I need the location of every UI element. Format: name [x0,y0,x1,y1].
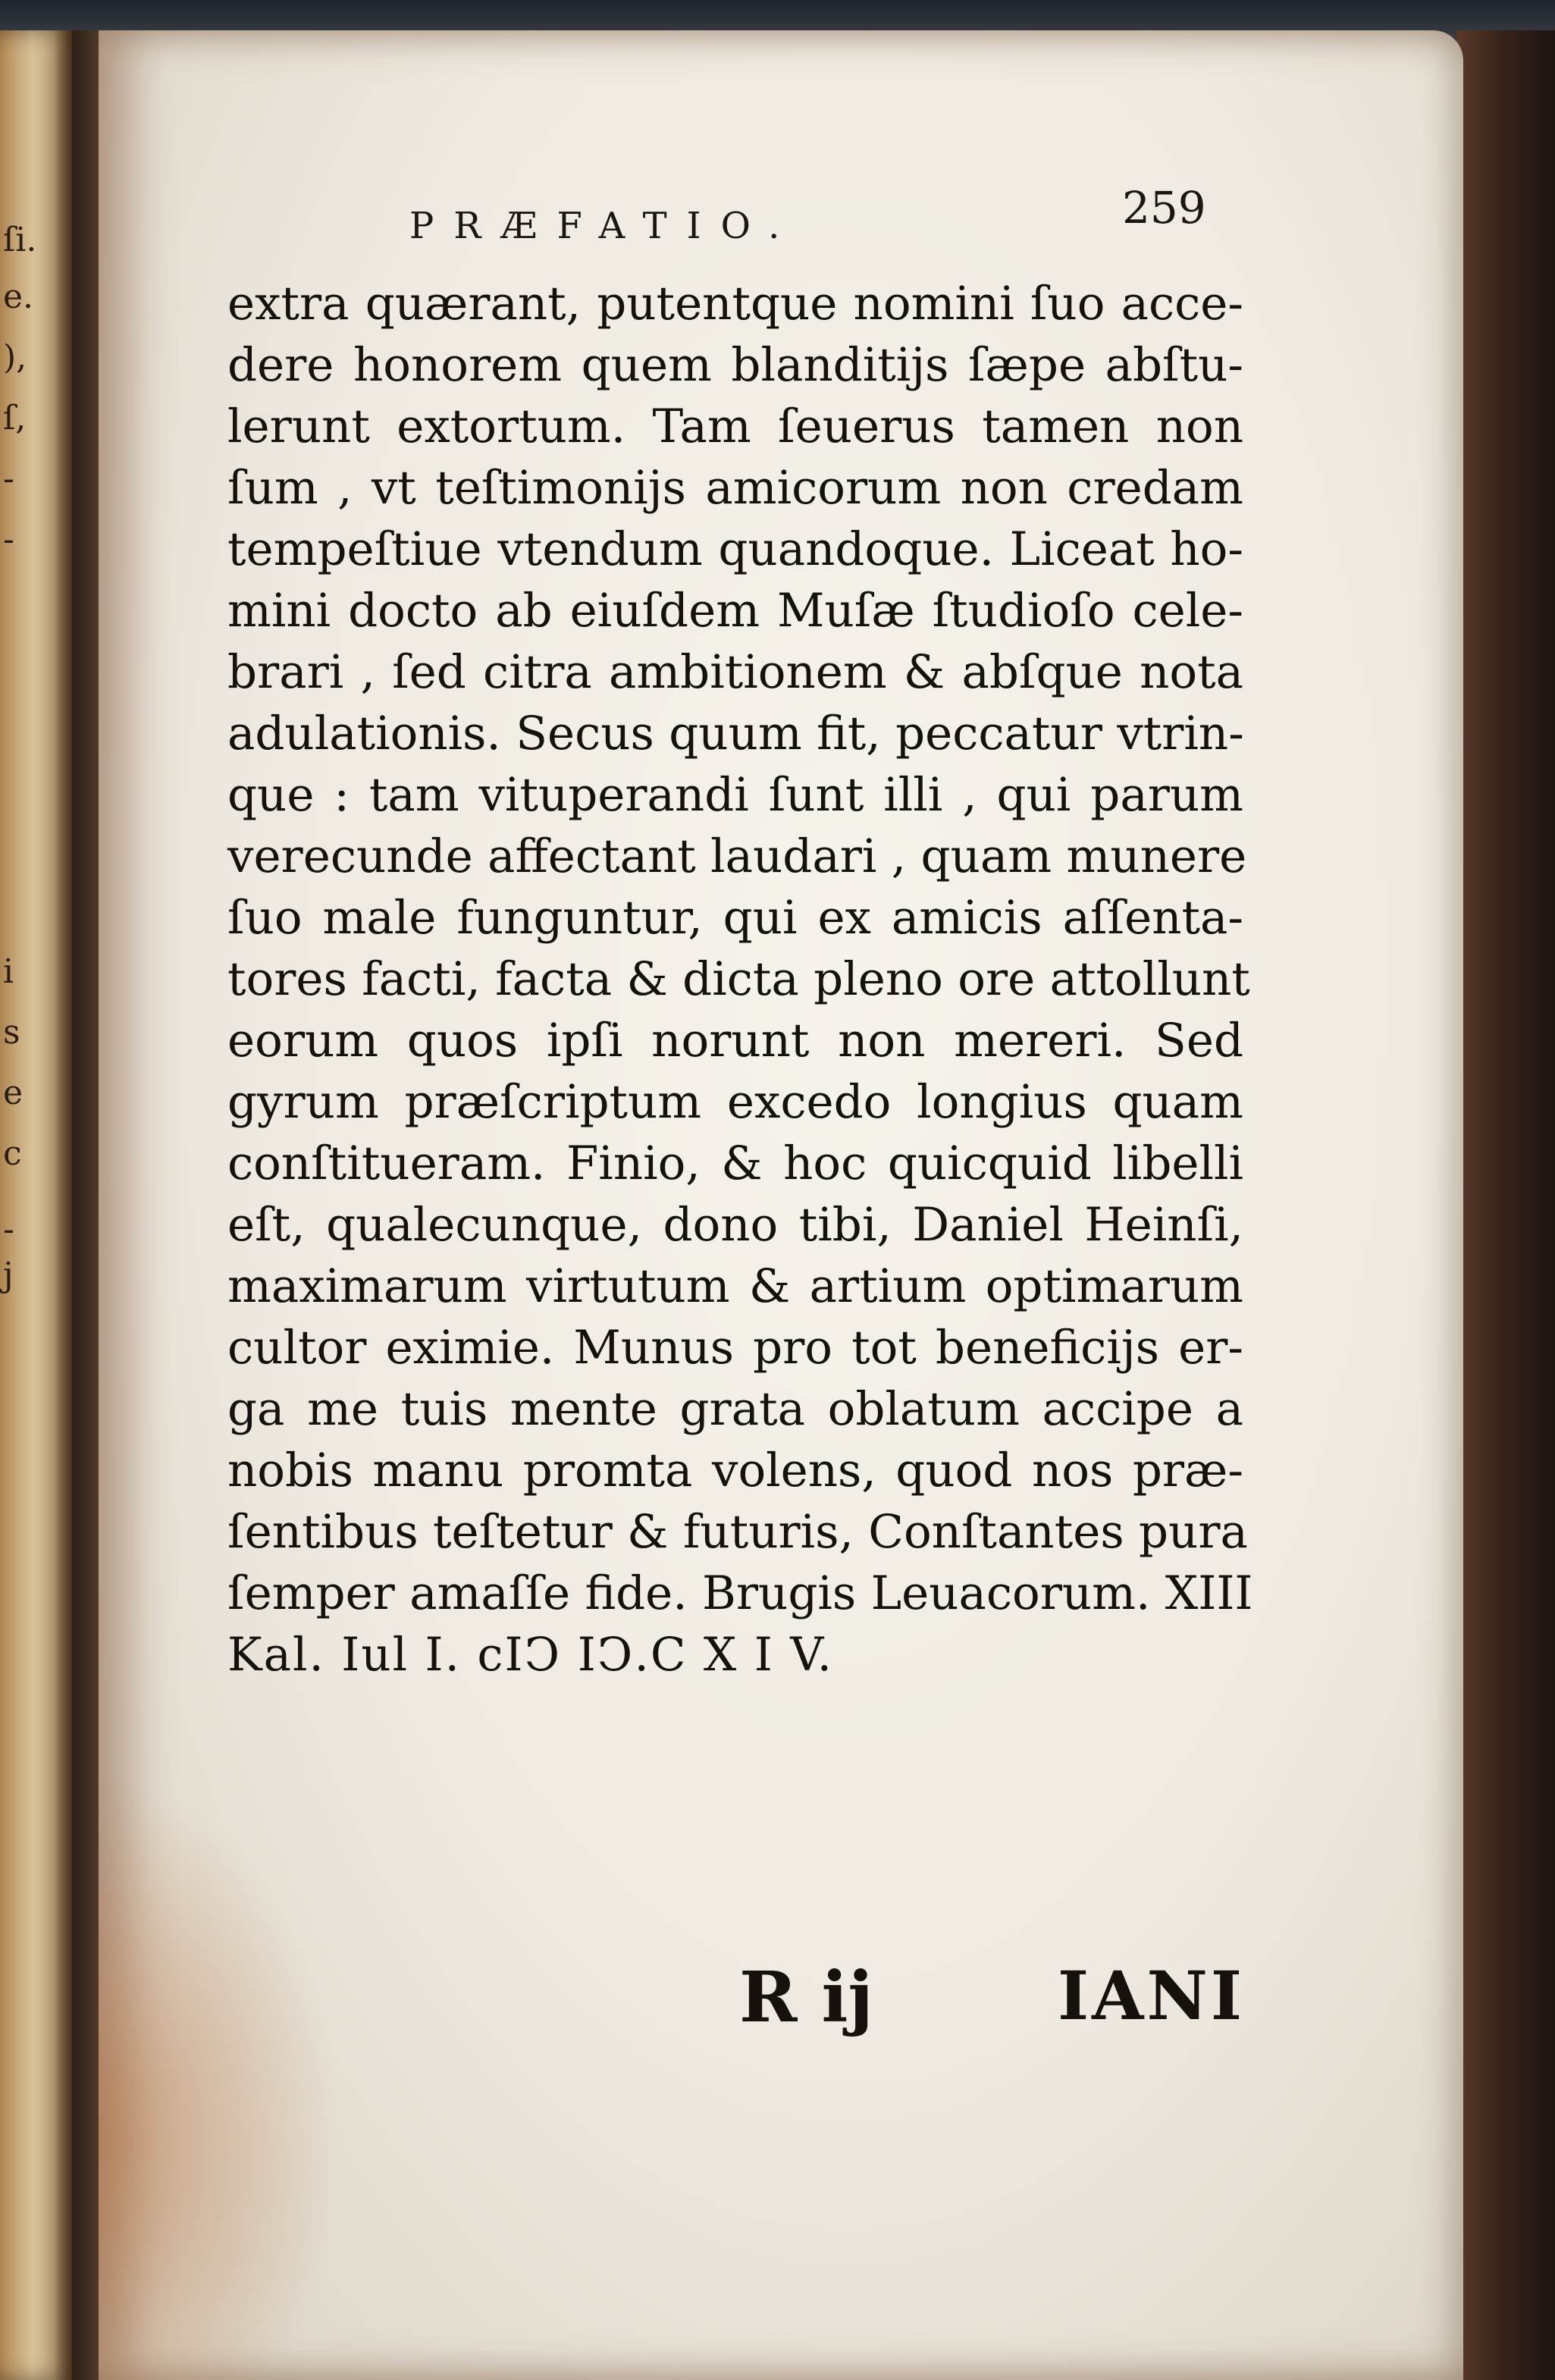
facing-fragment: e. [3,278,34,316]
text-line: nobis manu promta volens, quod nos præ- [227,1444,1243,1497]
page-number: 259 [1122,182,1206,234]
text-line: brari , ſed citra ambitionem & abſque nota [227,645,1243,699]
catchword: IANI [1058,1956,1246,2035]
body-text [227,273,1253,1685]
facing-fragment: s [3,1013,20,1052]
text-line: que : tam vituperandi ſunt illi , qui parum [227,768,1243,822]
facing-fragment: ſ, [3,399,27,437]
facing-page-edge [0,30,72,2380]
text-line: verecunde affectant laudari , quam munere [227,829,1247,883]
signature-mark: R ij [739,1956,873,2038]
facing-fragment: j [3,1256,14,1294]
text-line: cultor eximie. Munus pro tot beneficijs er- [227,1321,1243,1375]
text-line: ga me tuis mente grata oblatum accipe a [227,1382,1243,1436]
text-line: gyrum præſcriptum excedo longius quam [227,1075,1243,1129]
text-line: ſum , vt teſtimonijs amicorum non credam [227,461,1243,515]
facing-fragment: e [3,1074,24,1112]
text-line: dere honorem quem blanditijs ſæpe abſtu- [227,338,1243,392]
facing-fragment: - [3,1210,14,1249]
text-line: tempeſtiue vtendum quandoque. Liceat ho- [227,522,1243,576]
text-line: ſentibus teſtetur & futuris, Conſtantes pura [227,1505,1248,1559]
text-line: ſuo male funguntur, qui ex amicis aſſenta- [227,891,1243,945]
text-line: maximarum virtutum & artium optimarum [227,1259,1243,1313]
running-head: PRÆFATIO. [409,205,800,247]
text-line: lerunt extortum. Tam ſeuerus tamen non [227,400,1243,453]
facing-fragment: - [3,520,14,559]
text-line: conſtitueram. Finio, & hoc quicquid libelli [227,1137,1243,1190]
text-line: extra quærant, putentque nomini ſuo acce- [227,277,1243,331]
facing-fragment: ), [3,338,27,377]
book-binding-edge [1456,30,1555,2380]
facing-fragment: c [3,1134,22,1173]
page-stain [99,1774,341,2380]
facing-fragment: i [3,952,14,991]
text-line: ſemper amaſſe fide. Brugis Leuacorum. XIII [227,1566,1253,1620]
facing-fragment: - [3,459,14,498]
text-line: tores facti, facta & dicta pleno ore attollunt [227,952,1250,1006]
text-line: mini docto ab eiuſdem Muſæ ſtudioſo cele- [227,584,1243,638]
facing-fragment: ſi. [3,221,37,259]
text-line: eorum quos ipſi norunt non mereri. Sed [227,1014,1243,1068]
text-line-dateline: Kal. Iul I. cIↃ IↃ.C X I V. [227,1628,834,1682]
text-line: adulationis. Secus quum fit, peccatur vtrin- [227,707,1244,760]
text-line: eſt, qualecunque, dono tibi, Daniel Heinſi, [227,1198,1243,1252]
